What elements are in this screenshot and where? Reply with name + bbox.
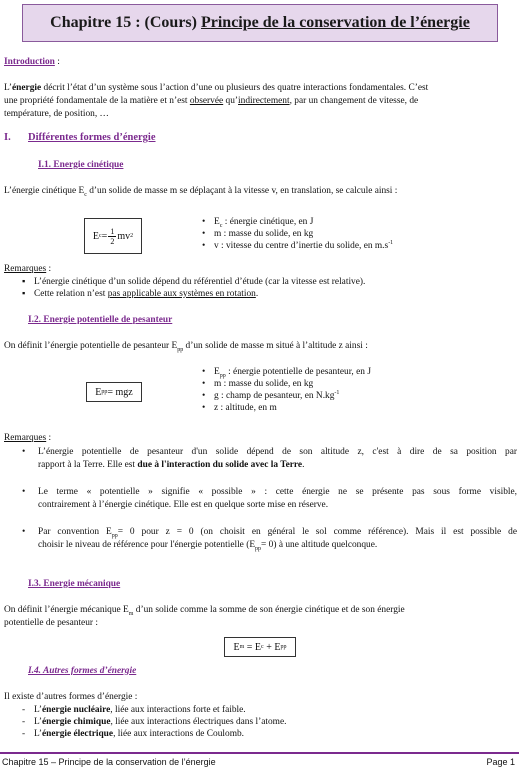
mechanical-energy-formula: E m = E c + E pp — [224, 637, 296, 657]
s13-definition: On définit l’énergie mécanique $E_m$ d’un solide comme la somme de son énergie cinétique et de son énergie potentielle de pesanteur : — [4, 605, 405, 628]
section-1-title: Différentes formes d’énergie — [28, 132, 156, 143]
bullet: • — [22, 447, 26, 457]
list-item: - L’énergie chimique, liée aux interactions électriques dans l’atome. — [20, 716, 286, 728]
section-1-number: I. — [4, 132, 11, 143]
s12-remark-1: L’énergie potentielle de pesanteur d'un solide dépend de son altitude z, c'est à dire de sa position par rapport à la Terre. Elle est due à l'interaction du solide avec la Terre. — [38, 447, 517, 470]
intro-heading: Introduction : — [4, 57, 60, 67]
fraction: $\frac{1}{2}$ — [110, 226, 115, 246]
list-item: - L’énergie nucléaire, liée aux interactions forte et faible. — [20, 704, 286, 716]
potential-legend-list — [200, 366, 371, 414]
bullet: • — [22, 527, 26, 537]
legend-item: • g : champ de pesanteur, en $N.kg^{-1}$ — [200, 390, 371, 402]
s14-intro: Il existe d’autres formes d’énergie : — [4, 692, 138, 702]
remark-item: ▪ Cette relation n’est pas applicable aux systèmes en rotation. — [20, 288, 365, 300]
s12-remark-2: Le terme « potentielle » signifie « possible » : cette énergie ne se présente pas sous forme visible, contrairement à l’énergie cinétique. Elle est en quelque sorte mise en réserve. — [38, 487, 517, 510]
s14-list — [20, 704, 286, 740]
legend-item: • z : altitude, en m — [200, 402, 371, 414]
title-main: Principe de la conservation de l’énergie — [200, 14, 470, 31]
footer-chapter: Chapitre 15 – Principe de la conservation de l’énergie — [2, 757, 216, 767]
s12-definition: On définit l’énergie potentielle de pesanteur $E_{pp}$ d’un solide de masse m situé à l’altitude z ainsi : — [4, 341, 368, 353]
s11-remarks-label: Remarques : — [4, 264, 52, 274]
list-item: - L’énergie électrique, liée aux interactions de Coulomb. — [20, 728, 286, 740]
intro-line-3: température, de position, … — [4, 109, 109, 119]
title-prefix: Chapitre 15 : (Cours) — [50, 14, 197, 31]
kinetic-energy-formula: E c = $\frac{1}{2}$ mv 2 — [84, 218, 142, 254]
legend-item: • $E_{pp}$ : énergie potentielle de pesanteur, en J — [200, 366, 371, 378]
potential-energy-formula: E pp = mgz — [86, 382, 142, 402]
legend-item: • v : vitesse du centre d’inertie du solide, en $m.s^{-1}$ — [200, 240, 393, 252]
legend-item: • m : masse du solide, en kg — [200, 378, 371, 390]
page-title — [22, 4, 498, 42]
intro-line-1: L’énergie décrit l’état d’un système sous l’action d’une ou plusieurs des quatre interactions fondamentales. C’est — [4, 83, 429, 93]
subsection-1-3-title: I.3. Energie mécanique — [28, 579, 121, 589]
s11-remarks-list — [20, 276, 365, 300]
intro-line-2: une propriété fondamentale de la matière et n’est observée qu’indirectement, par un changement de vitesse, de — [4, 96, 419, 106]
subsection-1-2-title: I.2. Energie potentielle de pesanteur — [28, 315, 173, 325]
legend-item: • $E_c$ : énergie cinétique, en J — [200, 216, 393, 228]
legend-item: • m : masse du solide, en kg — [200, 228, 393, 240]
bullet: • — [22, 487, 26, 497]
subsection-1-1-title: I.1. Energie cinétique — [38, 160, 124, 170]
kinetic-legend-list — [200, 216, 393, 252]
subsection-1-4-title: I.4. Autres formes d’énergie — [28, 666, 137, 676]
remark-item: ▪ L’énergie cinétique d’un solide dépend du référentiel d’étude (car la vitesse est relative). — [20, 276, 365, 288]
s12-remark-3: Par convention $E_{pp}= 0$ pour z = 0 (on choisit en général le sol comme référence). Mais il est possible de choisir le niveau de référence pour l'énergie potentielle $(E_{pp}= 0)$ à une altitude quelconque. — [38, 527, 517, 552]
s11-definition: L’énergie cinétique $E_c$ d’un solide de masse m se déplaçant à la vitesse v, en translation, se calcule ainsi : — [4, 186, 398, 198]
footer-divider — [0, 752, 519, 754]
s12-remarks-label: Remarques : — [4, 433, 52, 443]
footer-page-number: Page 1 — [486, 757, 515, 767]
